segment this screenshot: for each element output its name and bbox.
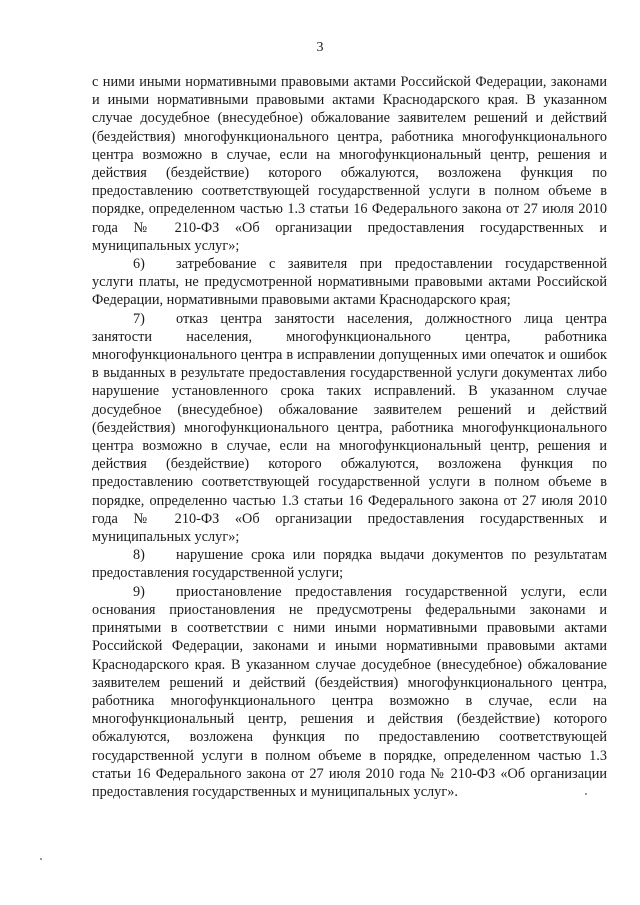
item-text: приостановление предоставления государственной услуги, если основания приостановления не предусмотрены федеральными законами и принятыми в соответствии с ними иными нормативными правовыми актами Российской Федерации, законами и иными нормативными правовыми актами Краснодарского края. В указанном случае досудебное (внесудебное) обжалование заявителем решений и действий (бездействия) многофункционального центра, работника многофункционального центра возможно в случае, если на многофункциональный центр, решения и действия (бездействие) которого обжалуются, возложена функция по предоставлению соответствующей государственной услуги в полном объеме в порядке, определенном частью 1.3 статьи 16 Федерального закона от 27 июля 2010 года № 210-ФЗ «Об организации предоставления государственных и муниципальных услуг». — [92, 583, 607, 800]
item-text: отказ центра занятости населения, должностного лица центра занятости населения, многофункционального центра, работника многофункционального центра в исправлении допущенных ими опечаток и ошибок в выданных в результате предоставления государственной услуги документах либо нарушение установленного срока таких исправлений. В указанном случае досудебное (внесудебное) обжалование заявителем решений и действий (бездействия) многофункционального центра, работника многофункционального центра возможно в случае, если на многофункциональный центр, решения и действия (бездействие) которого обжалуются, возложена функция по предоставлению соответствующей государственной услуги в полном объеме в порядке, определенно частью 1.3 статьи 16 Федерального закона от 27 июля 2010 года № 210-ФЗ «Об организации предоставления государственных и муниципальных услуг»; — [92, 310, 607, 546]
scan-speck — [40, 858, 42, 860]
page-number: 3 — [316, 40, 324, 55]
list-item-9 — [92, 583, 607, 801]
item-number: 7) — [133, 310, 145, 327]
item-number: 6) — [133, 256, 145, 273]
document-body — [92, 73, 607, 801]
list-item-8 — [92, 546, 607, 582]
scan-speck — [585, 793, 587, 795]
item-number: 9) — [133, 583, 145, 600]
item-number: 8) — [133, 547, 145, 564]
item-text: нарушение срока или порядка выдачи документов по результатам предоставления государственной услуги; — [92, 547, 607, 582]
list-item-6 — [92, 255, 607, 310]
item-text: затребование с заявителя при предоставлении государственной услуги платы, не предусмотренной нормативными правовыми актами Российской Федерации, нормативными правовыми актами Краснодарского края; — [92, 256, 607, 309]
list-item-7 — [92, 310, 607, 547]
intro-paragraph: с ними иными нормативными правовыми актами Российской Федерации, законами и иными нормативными правовыми актами Краснодарского края. В указанном случае досудебное (внесудебное) обжалование заявителем решений и действий (бездействия) многофункционального центра, работника многофункционального центра возможно в случае, если на многофункциональный центр, решения и действия (бездействие) которого обжалуются, возложена функция по предоставлению соответствующей государственной услуги в полном объеме в порядке, определенном частью 1.3 статьи 16 Федерального закона от 27 июля 2010 года № 210-ФЗ «Об организации предоставления государственных и муниципальных услуг»; — [92, 74, 607, 254]
